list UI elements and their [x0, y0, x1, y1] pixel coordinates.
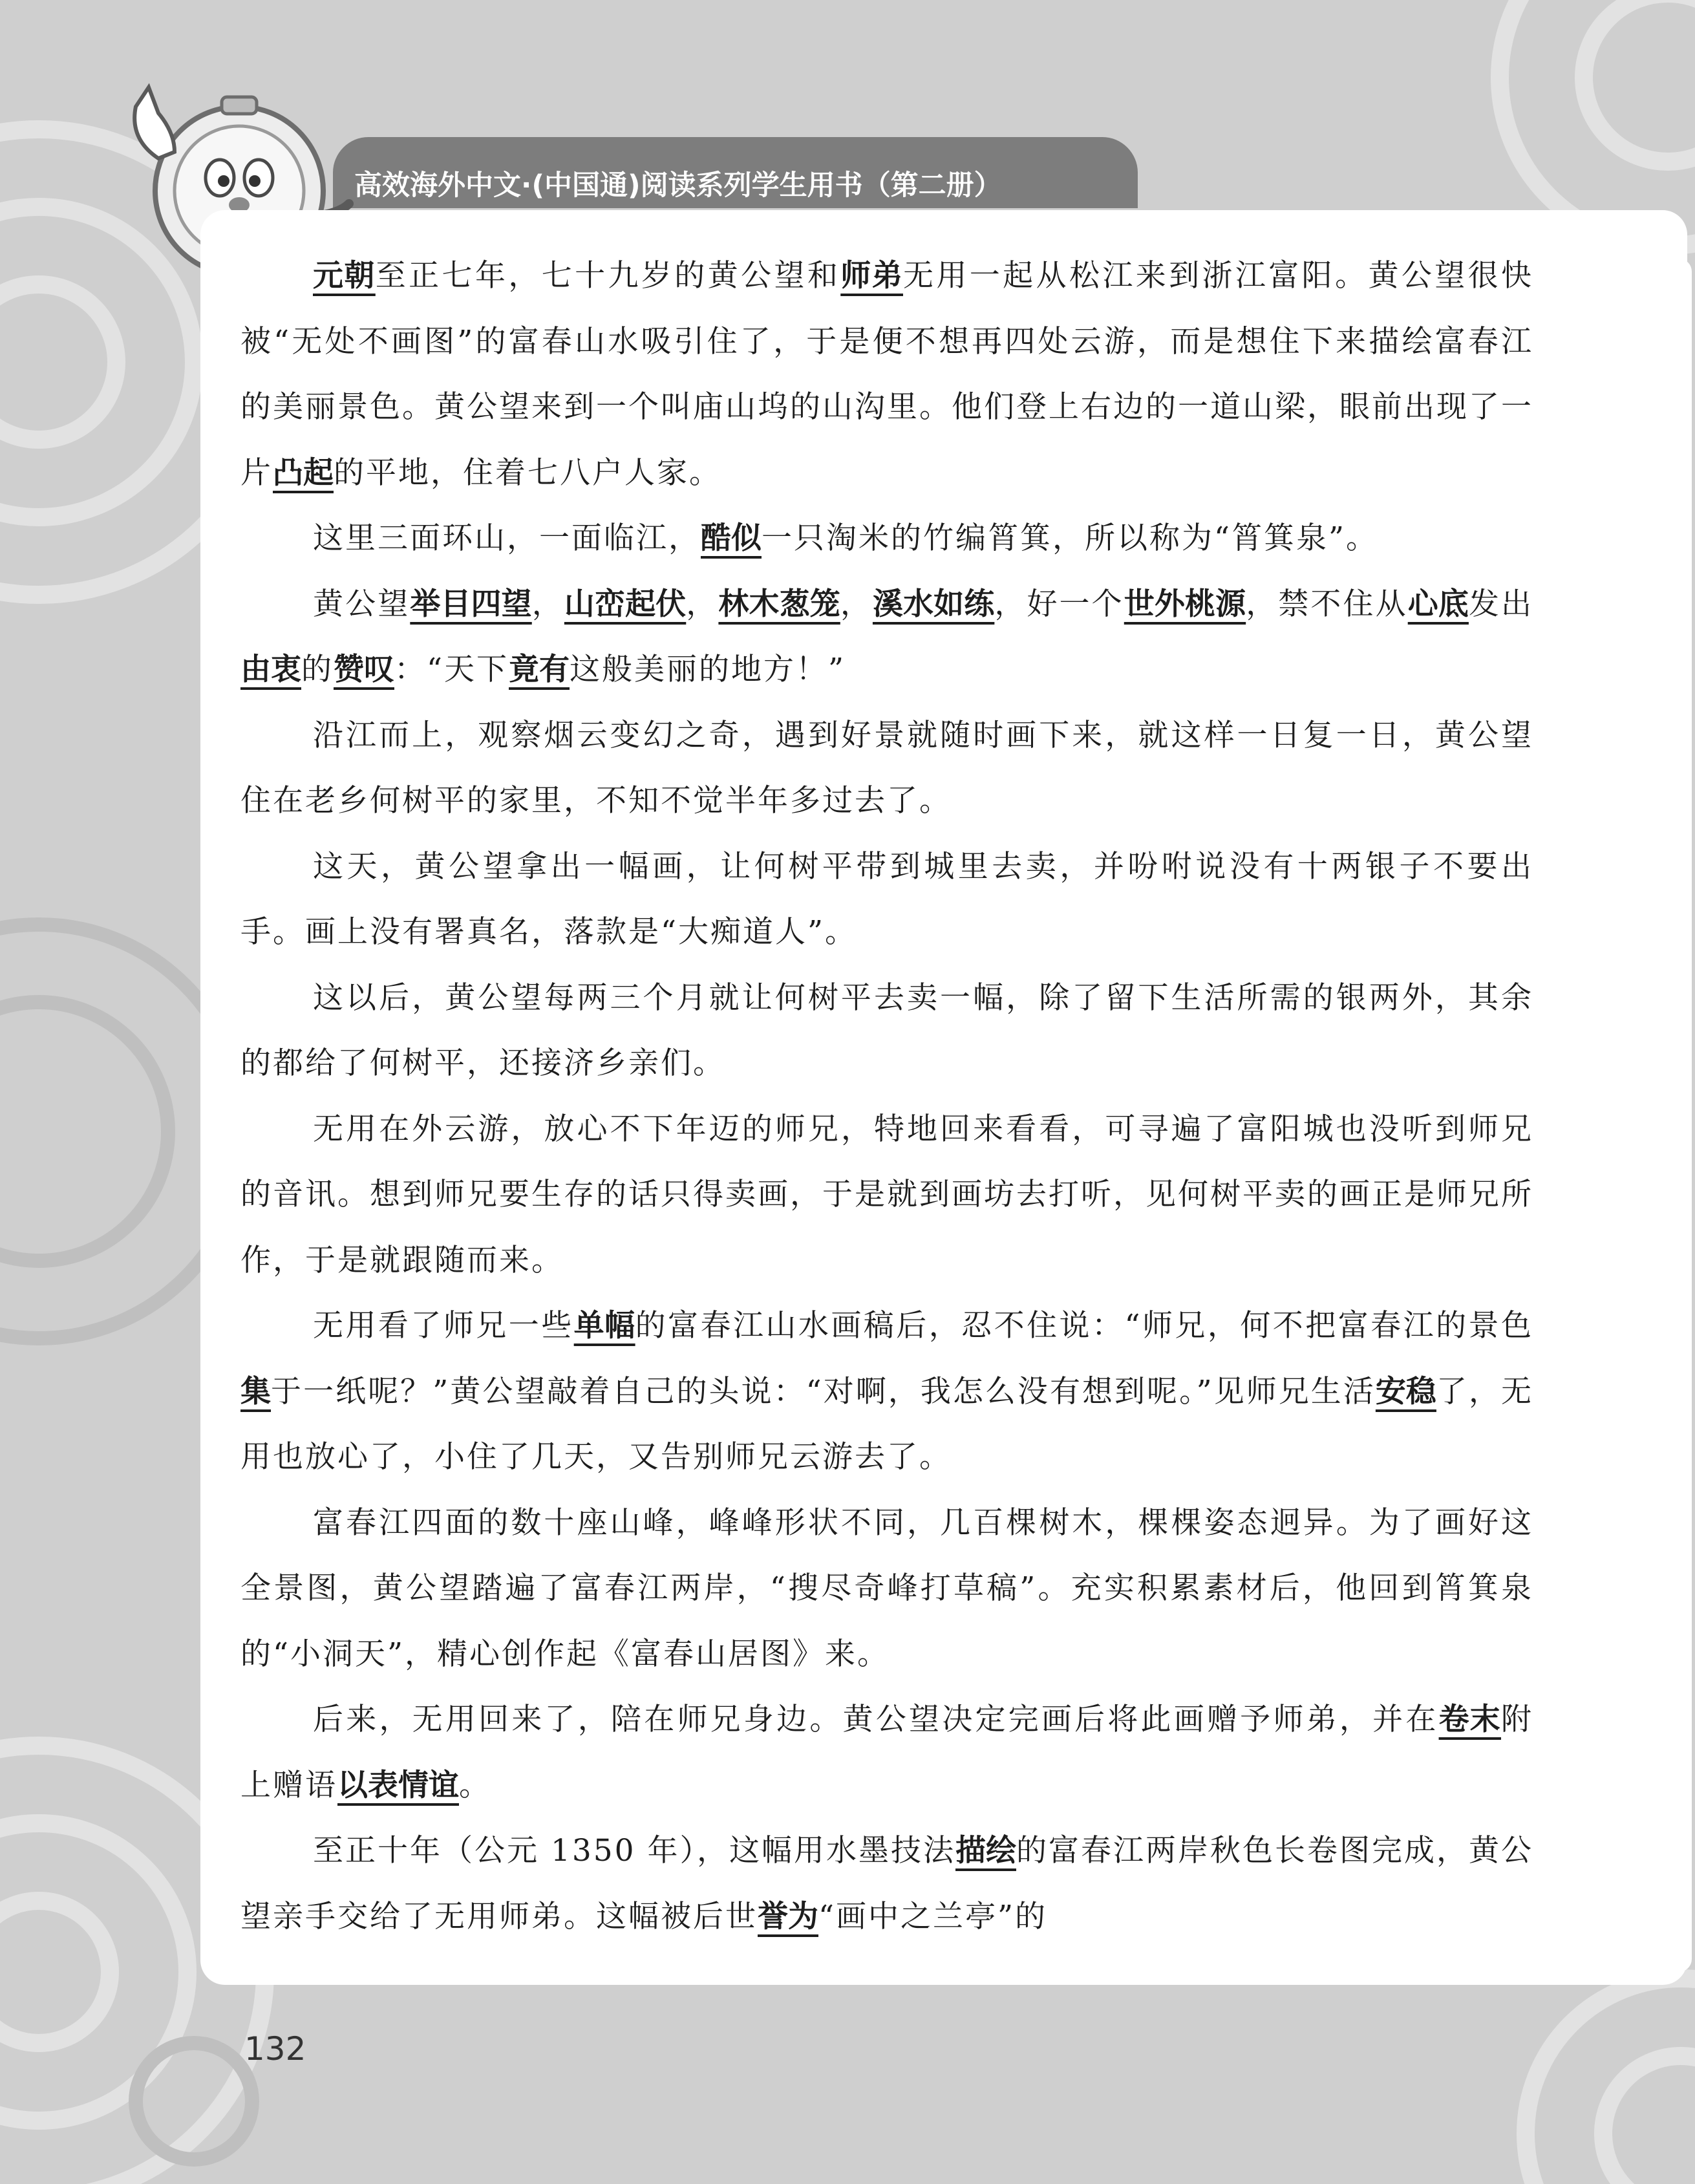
vocabulary-word: 由衷	[240, 652, 301, 687]
vocabulary-word: 竟有	[509, 652, 570, 687]
text-run: 附上赠语	[240, 1702, 1534, 1803]
vocabulary-word: 卷末	[1438, 1702, 1502, 1737]
text-run: 后来，无用回来了，陪在师兄身边。黄公望决定完画后将此画赠予师弟，并在	[313, 1702, 1439, 1737]
text-run: 至正七年，七十九岁的黄公望和	[375, 258, 841, 294]
paragraph	[240, 1097, 1533, 1294]
text-run: 这般美丽的地方！”	[570, 652, 846, 687]
text-run: 富春江四面的数十座山峰，峰峰形状不同，几百棵树木，棵棵姿态迥异。为了画好这全景图，黄公望踏遍了富春江两岸，“搜尽奇峰打草稿”。充实积累素材后，他回到筲箕泉的“小洞天”，精心创作起《富春山居图》来。	[240, 1504, 1533, 1672]
paragraph	[240, 506, 1533, 572]
vocabulary-word: 单幅	[573, 1308, 635, 1344]
text-run: 发出	[1468, 586, 1534, 622]
paragraph	[240, 1293, 1533, 1490]
text-run: ，	[840, 586, 873, 622]
text-run: 的	[301, 652, 334, 687]
vocabulary-word: 酷似	[701, 520, 762, 556]
vocabulary-word: 誉为	[758, 1898, 818, 1934]
story-text	[240, 243, 1533, 1949]
text-run: 黄公望	[313, 586, 410, 622]
text-run: 了，无用也放心了，小住了几天，又告别师兄云游去了。	[240, 1373, 1534, 1475]
text-run: 的富春江两岸秋色长卷图完成，黄公望亲手交给了无用师弟。这幅被后世	[240, 1833, 1533, 1934]
text-run: ，	[686, 586, 719, 622]
text-run: 无用一起从松江来到浙江富阳。黄公望很快被“无处不画图”的富春山水吸引住了，于是便不想再四处云游，而是想住下来描绘富春江的美丽景色。黄公望来到一个叫庙山坞的山沟里。他们登上右边的一道山梁，眼前出现了一片	[240, 258, 1534, 491]
text-run: 。	[459, 1767, 491, 1803]
paragraph	[240, 1490, 1533, 1687]
paragraph	[240, 965, 1533, 1097]
text-run: ，	[531, 586, 564, 622]
paragraph	[240, 703, 1533, 834]
paragraph	[240, 243, 1533, 506]
text-run: 的富春江山水画稿后，忍不住说：“师兄，何不把富春江的景色	[635, 1308, 1534, 1344]
text-run: 这以后，黄公望每两三个月就让何树平去卖一幅，除了留下生活所需的银两外，其余的都给了何树平，还接济乡亲们。	[240, 980, 1533, 1081]
text-run: 至正十年（公元 1350 年），这幅用水墨技法	[313, 1833, 955, 1868]
text-run: 于一纸呢？”黄公望敲着自己的头说：“对啊，我怎么没有想到呢。”见师兄生活	[271, 1373, 1376, 1409]
vocabulary-word: 举目四望	[410, 586, 532, 622]
paragraph	[240, 1687, 1533, 1818]
paragraph	[240, 1818, 1533, 1949]
text-run: ，禁不住从	[1246, 586, 1408, 622]
book-series-title: 高效海外中文·(中国通)阅读系列学生用书（第二册）	[354, 169, 1002, 202]
vocabulary-word: 集	[240, 1373, 272, 1409]
text-run: 无用在外云游，放心不下年迈的师兄，特地回来看看，可寻遍了富阳城也没听到师兄的音讯。想到师兄要生存的话只得卖画，于是就到画坊去打听，见何树平卖的画正是师兄所作，于是就跟随而来。	[240, 1111, 1533, 1278]
text-run: 无用看了师兄一些	[313, 1308, 574, 1344]
text-run: ：“天下	[394, 652, 509, 687]
vocabulary-word: 凸起	[273, 455, 334, 491]
vocabulary-word: 林木葱笼	[718, 586, 840, 622]
vocabulary-word: 心底	[1407, 586, 1469, 622]
vocabulary-word: 山峦起伏	[564, 586, 687, 622]
text-run: “画中之兰亭”的	[818, 1898, 1048, 1934]
text-run: ，好一个	[994, 586, 1124, 622]
text-run: 这天，黄公望拿出一幅画，让何树平带到城里去卖，并吩咐说没有十两银子不要出手。画上没有署真名，落款是“大痴道人”。	[240, 848, 1533, 950]
vocabulary-word: 安稳	[1375, 1373, 1436, 1409]
page-edge	[1671, 259, 1692, 1972]
page-number: 132	[244, 2030, 306, 2068]
paragraph	[240, 834, 1533, 965]
text-run: 的平地，住着七八户人家。	[334, 455, 721, 491]
paragraph	[240, 572, 1533, 703]
vocabulary-word: 世外桃源	[1124, 586, 1246, 622]
text-run: 一只淘米的竹编筲箕，所以称为“筲箕泉”。	[762, 520, 1379, 556]
vocabulary-word: 赞叹	[334, 652, 394, 687]
vocabulary-word: 描绘	[955, 1833, 1016, 1868]
vocabulary-word: 师弟	[840, 258, 904, 294]
text-run: 沿江而上，观察烟云变幻之奇，遇到好景就随时画下来，就这样一日复一日，黄公望住在老乡何树平的家里，不知不觉半年多过去了。	[240, 717, 1533, 819]
text-run: 这里三面环山，一面临江，	[313, 520, 701, 556]
vocabulary-word: 以表情谊	[337, 1767, 459, 1803]
vocabulary-word: 元朝	[313, 258, 376, 294]
vocabulary-word: 溪水如练	[872, 586, 995, 622]
